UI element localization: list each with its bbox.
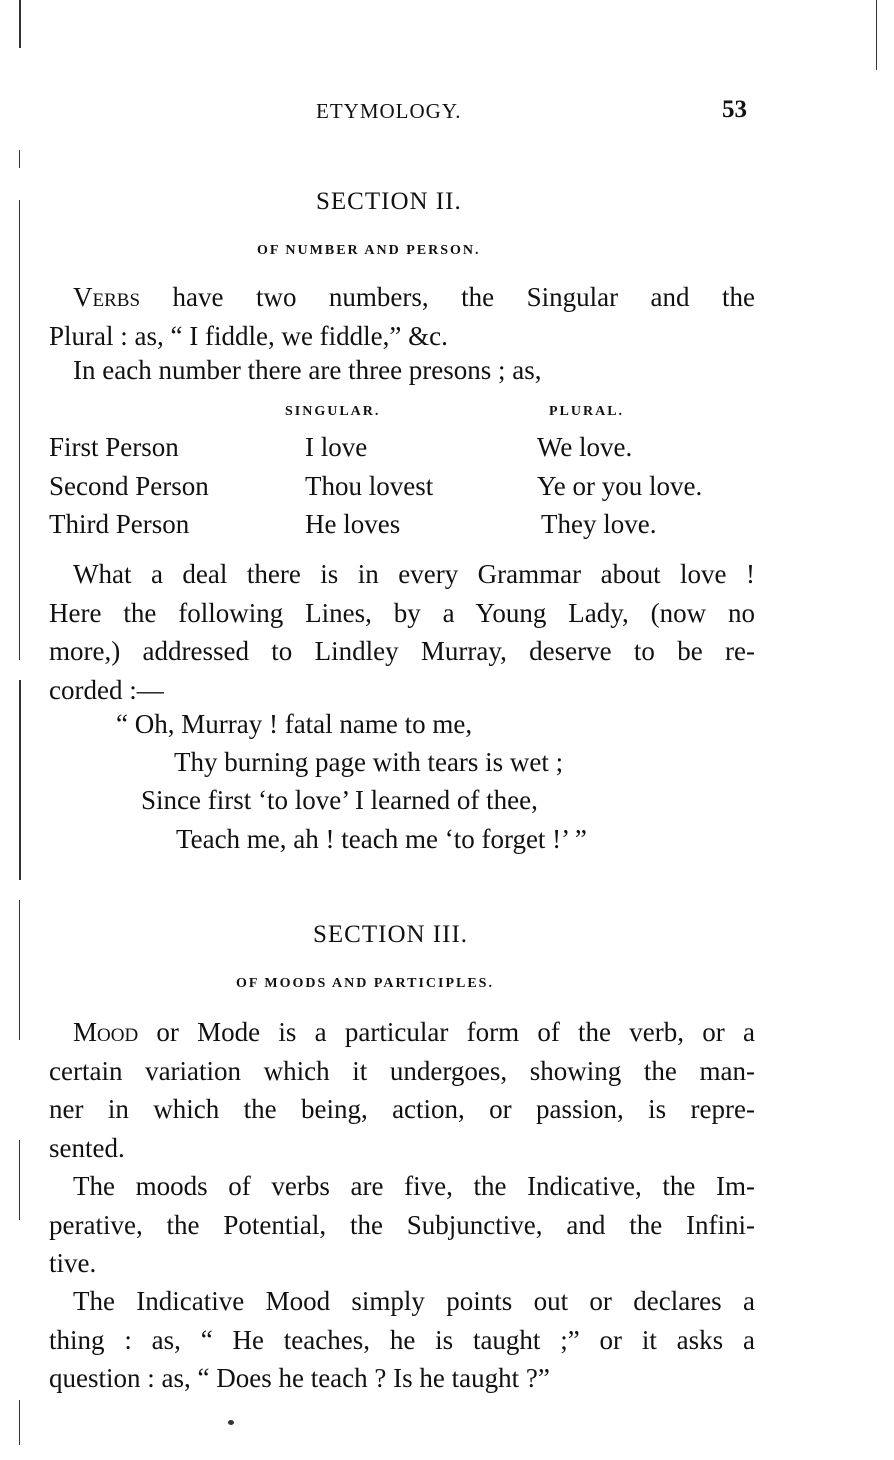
poem-line: Teach me, ah ! teach me ‘to forget !’ ” [176,824,587,854]
ink-speck [228,1420,234,1425]
section-subtitle: OF NUMBER AND PERSON. [257,243,481,258]
scan-edge-mark [19,900,20,1040]
paragraph: The Indicative Mood simply points out or declares a thing : as, “ He teaches, he is taught ;” or it asks a question : as, “ Does he teach ? Is he taught ?” [49,1286,755,1393]
scan-edge-mark [876,0,877,70]
paragraph: Mood or Mode is a particular form of the verb, or a certain variation which it undergoes, showing the man- ner in which the being, action, or passion, is repre- sented. [49,1017,755,1163]
paragraph: What a deal there is in every Grammar about love ! Here the following Lines, by a Young Lady, (now no more,) addressed to Lindley Murray, deserve to be re- corded :— [49,559,755,705]
table-cell-person: Second Person [49,471,209,501]
page-number: 53 [722,96,747,123]
running-head: ETYMOLOGY. [316,99,462,123]
scan-edge-mark [19,1400,20,1445]
table-cell-singular: I love [305,432,368,462]
section-title: SECTION III. [313,921,469,948]
scan-edge-mark [19,680,21,880]
poem-line: Since first ‘to love’ I learned of thee, [141,785,538,815]
scan-edge-mark [19,1140,20,1220]
scan-edge-mark [19,200,20,660]
section-subtitle: OF MOODS AND PARTICIPLES. [236,976,494,991]
lead-word: Mood [73,1017,139,1047]
poem-line: “ Oh, Murray ! fatal name to me, [116,709,473,739]
paragraph: Verbs have two numbers, the Singular and the Plural : as, “ I fiddle, we fiddle,” &c. [49,282,755,351]
lead-word: Verbs [73,282,141,312]
paragraph: The moods of verbs are five, the Indicative, the Im- perative, the Potential, the Subjunctive, and the Infini- tive. [49,1171,755,1278]
poem-line: Thy burning page with tears is wet ; [174,747,564,777]
section-title: SECTION II. [316,188,462,215]
table-cell-singular: He loves [305,509,401,539]
column-header-plural: PLURAL. [549,404,625,419]
table-cell-singular: Thou lovest [305,471,434,501]
table-cell-person: First Person [49,432,179,462]
scan-edge-mark [19,150,20,168]
table-cell-plural: Ye or you love. [537,471,703,501]
paragraph: In each number there are three presons ; as, [73,355,542,385]
table-cell-plural: We love. [537,432,633,462]
table-cell-plural: They love. [541,509,657,539]
column-header-singular: SINGULAR. [285,404,381,419]
scan-edge-mark [19,0,21,48]
table-cell-person: Third Person [49,509,190,539]
